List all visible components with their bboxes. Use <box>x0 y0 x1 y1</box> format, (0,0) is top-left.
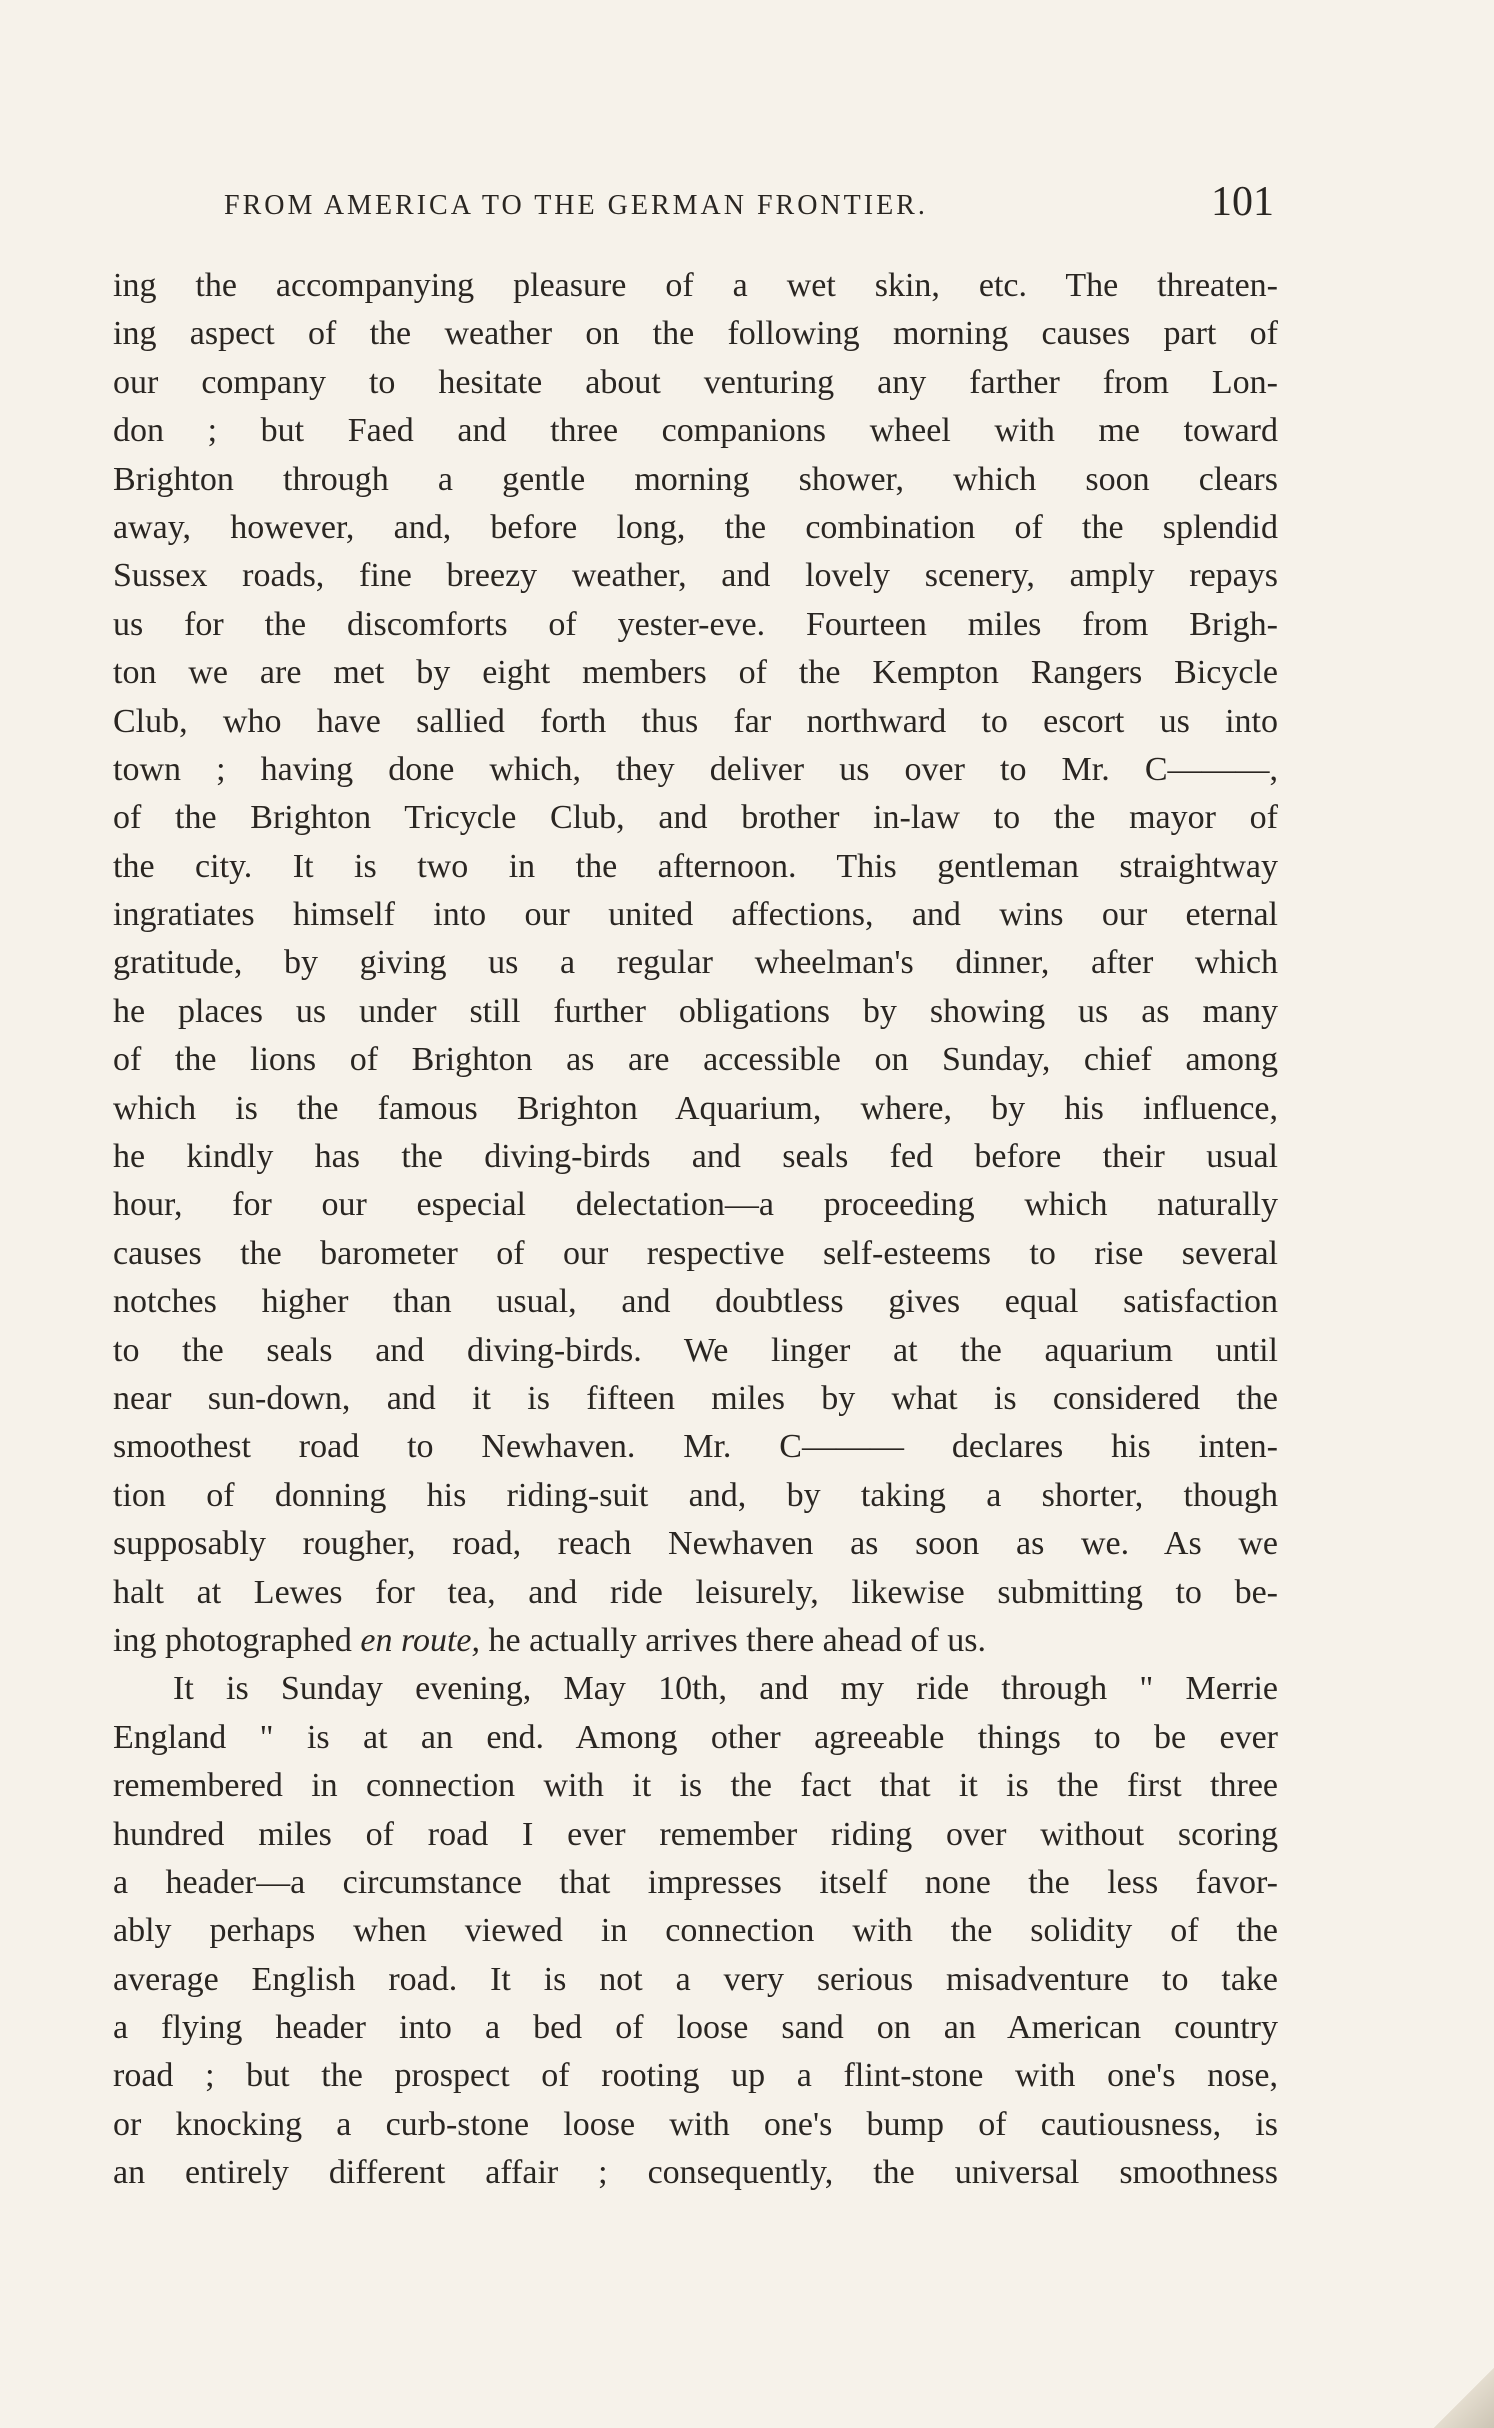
running-head <box>224 178 1274 238</box>
line-29-start: ing photographed <box>113 1621 361 1659</box>
italic-phrase: en route, <box>360 1621 481 1659</box>
text-line: he kindly has the diving-birds and seals fed before their usual <box>113 1138 1278 1176</box>
text-line: remembered in connection with it is the fact that it is the first three <box>113 1767 1278 1805</box>
line-29-end: he actually arrives there ahead of us. <box>480 1621 986 1659</box>
text-line: It is Sunday evening, May 10th, and my ride through " Merrie <box>173 1670 1278 1708</box>
text-line: which is the famous Brighton Aquarium, where, by his influence, <box>113 1089 1278 1127</box>
page-corner-curl <box>1434 2368 1494 2428</box>
text-line: away, however, and, before long, the combination of the splendid <box>113 508 1278 546</box>
text-line: he places us under still further obligations by showing us as many <box>113 992 1278 1030</box>
text-line: ably perhaps when viewed in connection with the solidity of the <box>113 1912 1278 1950</box>
text-line: near sun-down, and it is fifteen miles by what is considered the <box>113 1379 1278 1417</box>
text-line-final <box>113 1617 1278 1665</box>
text-line: ing aspect of the weather on the following morning causes part of <box>113 315 1278 353</box>
text-line: tion of donning his riding-suit and, by taking a shorter, though <box>113 1476 1278 1514</box>
text-line: causes the barometer of our respective self-esteems to rise several <box>113 1234 1278 1272</box>
text-line: Brighton through a gentle morning shower, which soon clears <box>113 460 1278 498</box>
text-line: town ; having done which, they deliver us over to Mr. C———, <box>113 750 1278 788</box>
body-text <box>113 262 1278 2198</box>
text-line: average English road. It is not a very serious misadventure to take <box>113 1960 1278 1998</box>
text-line: of the Brighton Tricycle Club, and brother in-law to the mayor of <box>113 799 1278 837</box>
text-line: hour, for our especial delectation—a proceeding which naturally <box>113 1186 1278 1224</box>
text-line: or knocking a curb-stone loose with one's bump of cautiousness, is <box>113 2105 1278 2143</box>
page-number: 101 <box>1211 179 1274 225</box>
text-line: to the seals and diving-birds. We linger at the aquarium until <box>113 1331 1278 1369</box>
text-line: Sussex roads, fine breezy weather, and lovely scenery, amply repays <box>113 557 1278 595</box>
text-line: the city. It is two in the afternoon. This gentleman straightway <box>113 847 1278 885</box>
text-line: notches higher than usual, and doubtless gives equal satisfaction <box>113 1283 1278 1321</box>
text-line: our company to hesitate about venturing any farther from Lon- <box>113 363 1278 401</box>
text-line: gratitude, by giving us a regular wheelman's dinner, after which <box>113 944 1278 982</box>
text-line: ing the accompanying pleasure of a wet skin, etc. The threaten- <box>113 267 1278 304</box>
running-title: FROM AMERICA TO THE GERMAN FRONTIER. <box>224 190 928 221</box>
text-line: smoothest road to Newhaven. Mr. C——— declares his inten- <box>113 1428 1278 1466</box>
text-line: a flying header into a bed of loose sand on an American country <box>113 2009 1278 2047</box>
text-line: hundred miles of road I ever remember riding over without scoring <box>113 1815 1278 1853</box>
text-line: supposably rougher, road, reach Newhaven as soon as we. As we <box>113 1525 1278 1563</box>
text-line: road ; but the prospect of rooting up a flint-stone with one's nose, <box>113 2057 1278 2095</box>
text-line: don ; but Faed and three companions wheel with me toward <box>113 412 1278 450</box>
text-line: ton we are met by eight members of the Kempton Rangers Bicycle <box>113 654 1278 692</box>
text-line: of the lions of Brighton as are accessible on Sunday, chief among <box>113 1041 1278 1079</box>
paragraph-1 <box>113 262 1278 1665</box>
text-line: England " is at an end. Among other agreeable things to be ever <box>113 1718 1278 1756</box>
text-line: an entirely different affair ; consequently, the universal smoothness <box>113 2154 1278 2192</box>
text-line: Club, who have sallied forth thus far northward to escort us into <box>113 702 1278 740</box>
text-line: ingratiates himself into our united affections, and wins our eternal <box>113 896 1278 934</box>
text-line: a header—a circumstance that impresses itself none the less favor- <box>113 1863 1278 1901</box>
paragraph-2 <box>113 1665 1278 2197</box>
text-line: halt at Lewes for tea, and ride leisurely, likewise submitting to be- <box>113 1573 1278 1611</box>
text-line: us for the discomforts of yester-eve. Fourteen miles from Brigh- <box>113 605 1278 643</box>
